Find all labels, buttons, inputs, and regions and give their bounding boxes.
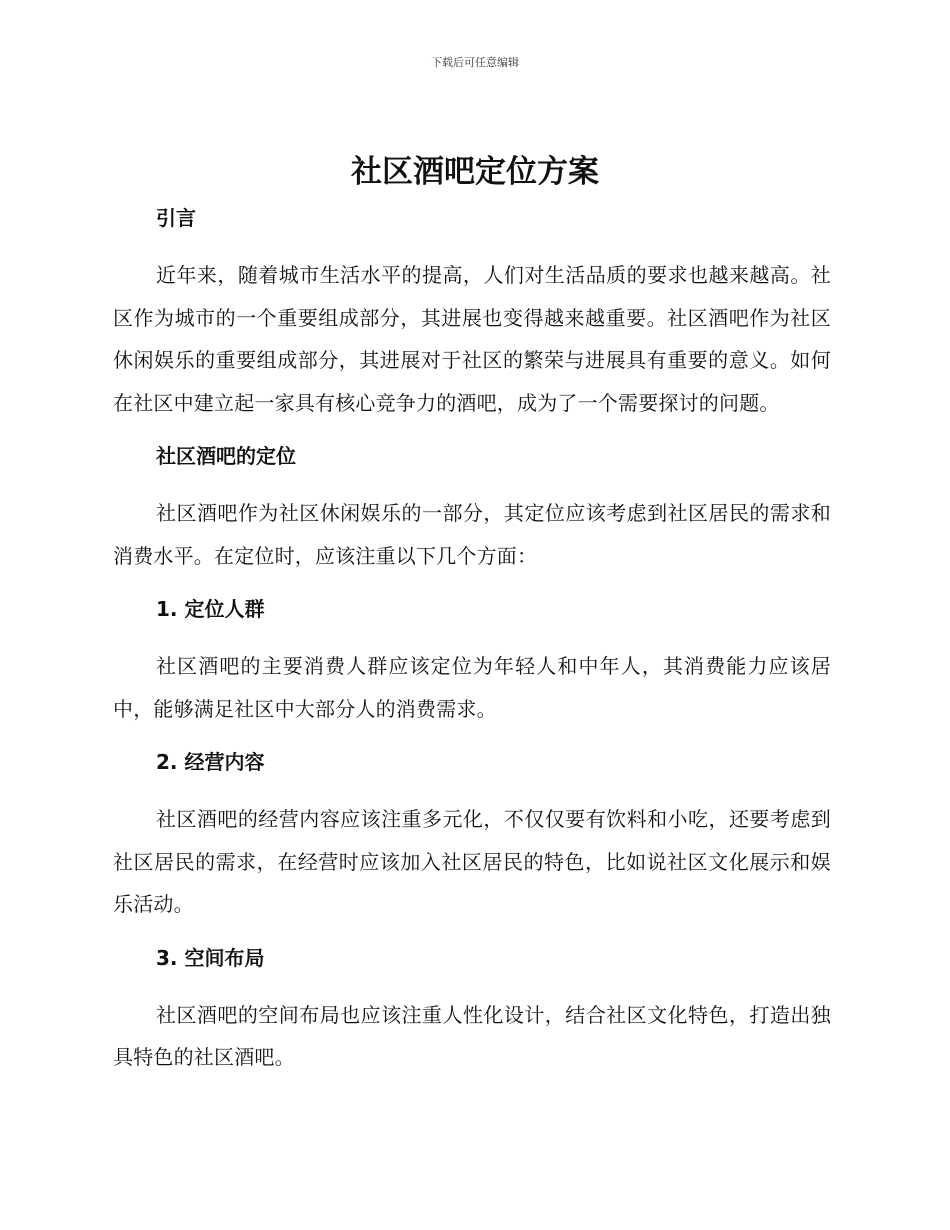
section-paragraph-space-layout: 社区酒吧的空间布局也应该注重人性化设计，结合社区文化特色，打造出独具特色的社区酒吧。 (113, 1002, 831, 1069)
document-title: 社区酒吧定位方案 (351, 154, 599, 190)
header-note: 下载后可任意编辑 (431, 56, 519, 69)
section-heading-target-audience: 1. 定位人群 (156, 597, 265, 621)
section-paragraph-target-audience: 社区酒吧的主要消费人群应该定位为年轻人和中年人，其消费能力应该居中，能够满足社区中大部分人的消费需求。 (113, 654, 831, 721)
document-body (113, 198, 831, 1079)
section-paragraph-positioning: 社区酒吧作为社区休闲娱乐的一部分，其定位应该考虑到社区居民的需求和消费水平。在定位时，应该注重以下几个方面： (113, 501, 831, 568)
section-heading-intro: 引言 (156, 206, 196, 230)
section-heading-space-layout: 3. 空间布局 (156, 945, 265, 970)
section-heading-positioning: 社区酒吧的定位 (156, 444, 296, 468)
section-paragraph-business-content: 社区酒吧的经营内容应该注重多元化，不仅仅要有饮料和小吃，还要考虑到社区居民的需求，在经营时应该加入社区居民的特色，比如说社区文化展示和娱乐活动。 (113, 807, 831, 916)
section-heading-business-content: 2. 经营内容 (156, 750, 265, 774)
section-paragraph-intro: 近年来，随着城市生活水平的提高，人们对生活品质的要求也越来越高。社区作为城市的一个重要组成部分，其进展也变得越来越重要。社区酒吧作为社区休闲娱乐的重要组成部分，其进展对于社区的繁荣与进展具有重要的意义。如何在社区中建立起一家具有核心竞争力的酒吧，成为了一个需要探讨的问题。 (113, 263, 831, 415)
